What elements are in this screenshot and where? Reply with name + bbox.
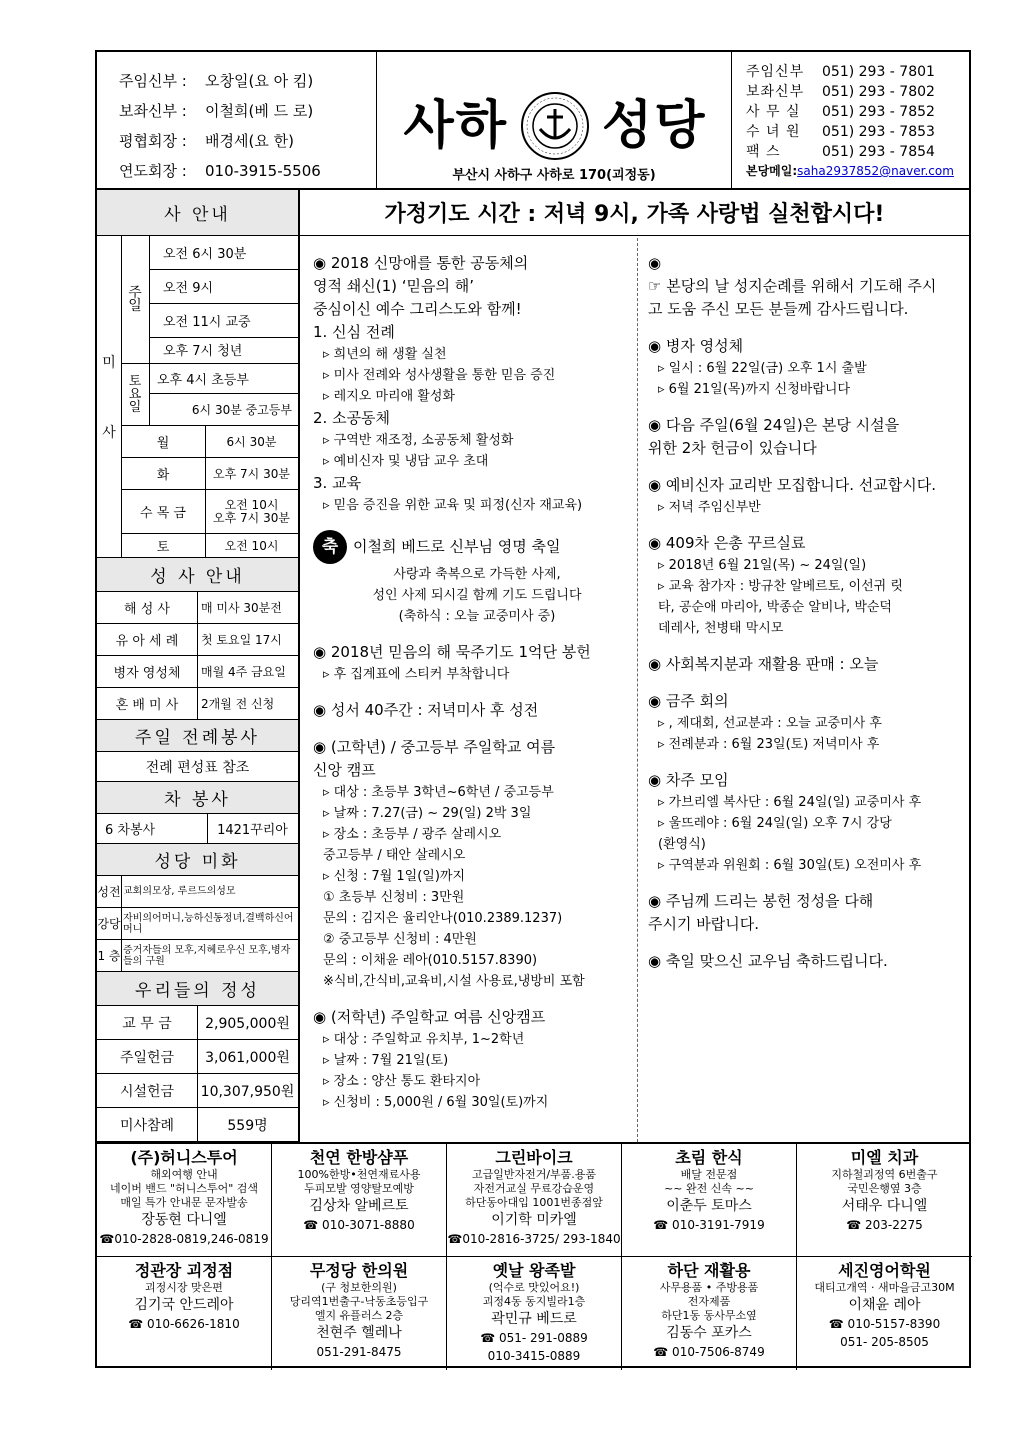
junior-camp-item: ▹ 날짜 : 7월 21일(토) xyxy=(323,1053,449,1068)
spacer xyxy=(648,936,969,950)
sponsor-phone: ☎ 010-3071-8880 xyxy=(303,1218,415,1232)
staff-role: 주임신부 : xyxy=(119,72,187,90)
staff-name: 배경세(요 한) xyxy=(205,132,294,150)
notice-b2: ▹ 6월 21일(목)까지 신청바랍니다 xyxy=(658,382,851,397)
weekday-mass-time-line: 오후 7시 30분 xyxy=(213,510,290,525)
staff-role: 연도회장 : xyxy=(119,162,187,180)
contact-phone: 051) 293 - 7802 xyxy=(822,84,935,100)
offering-heading: 우리들의 정성 xyxy=(97,972,298,1006)
sponsor-ad xyxy=(622,1257,797,1370)
bulletin-frame xyxy=(95,50,971,1368)
saturday-label-line: 일 xyxy=(128,400,142,415)
staff-row xyxy=(119,126,376,156)
staff-name: 이철희(베 드 로) xyxy=(205,102,314,120)
staff-list xyxy=(97,52,377,188)
camp-item: ▹ 대상 : 초등부 3학년~6학년 / 중고등부 xyxy=(323,785,554,800)
rosary-notice: ◉ 2018년 믿음의 해 묵주기도 1억단 봉헌 xyxy=(313,643,591,661)
sponsor-person: 천현주 헬레나 xyxy=(316,1325,402,1341)
spacer xyxy=(313,992,631,1006)
car-service-heading: 차 봉사 xyxy=(97,782,298,814)
spacer xyxy=(313,238,631,252)
sponsor-detail: 배달 전문점 xyxy=(680,1168,738,1181)
feast-text: (축하식 : 오늘 교중미사 중) xyxy=(398,609,556,624)
sponsor-name: 무정당 한의원 xyxy=(309,1261,409,1280)
sponsor-phone: ☎010-2816-3725/ 293-1840 xyxy=(447,1232,621,1246)
title-right: 성당 xyxy=(602,96,707,156)
sponsor-name: 그린바이크 xyxy=(495,1148,573,1167)
notice-b10: ◉ 축일 맞으신 교우님 축하드립니다. xyxy=(648,952,888,970)
sponsor-detail: 국민은행옆 3층 xyxy=(847,1182,922,1195)
sponsor-phone: 051-291-8475 xyxy=(316,1345,402,1359)
sponsor-detail: 자전거교실 무료강습운영 xyxy=(473,1182,595,1195)
junior-camp-notice: ◉ (저학년) 주일학교 여름 신앙캠프 xyxy=(313,1008,546,1026)
sponsor-person: 서태우 다니엘 xyxy=(841,1198,928,1214)
faith-year-item: ▹ 미사 전례와 성사생활을 통한 믿음 증진 xyxy=(323,368,556,383)
spacer xyxy=(648,518,969,532)
email-label: 본당메일: xyxy=(746,164,798,178)
staff-row xyxy=(119,156,376,186)
contact-label: 팩 스 xyxy=(746,144,781,160)
faith-year-item: ▹ 예비신자 및 냉담 교우 초대 xyxy=(323,454,489,469)
notice-b6: ◉ 사회복지분과 재활용 판매 : 오늘 xyxy=(648,655,879,673)
notice-b8: (환영식) xyxy=(658,837,706,852)
contact-phone: 051) 293 - 7852 xyxy=(822,104,935,120)
junior-camp-item: ▹ 신청비 : 5,000원 / 6월 30일(토)까지 xyxy=(323,1095,549,1110)
sponsor-person: 김상차 알베르토 xyxy=(309,1198,409,1214)
sponsor-person: 김기국 안드레아 xyxy=(134,1297,234,1313)
church-address: 부산시 사하구 사하로 170(괴정동) xyxy=(452,168,656,183)
feast-icon: 축 xyxy=(313,530,347,564)
staff-name: 010-3915-5506 xyxy=(205,162,321,180)
sponsor-phone: ☎ 051- 291-0889 xyxy=(480,1331,588,1345)
contact-phone: 051) 293 - 7854 xyxy=(822,144,935,160)
pilgrimage-text: ☞ 본당의 날 성지순례를 위해서 기도해 주시 xyxy=(648,277,937,295)
spacer xyxy=(648,755,969,769)
sunday-mass-time: 오후 7시 청년 xyxy=(149,336,298,364)
spacer xyxy=(648,676,969,690)
sponsor-detail: 매일 특가 안내문 문자발송 xyxy=(120,1196,248,1209)
notice-column-left xyxy=(305,238,631,1142)
notice-column-right xyxy=(637,238,969,1142)
sunday-label-line: 일 xyxy=(128,297,142,314)
sponsor-name: 세진영어학원 xyxy=(838,1261,931,1280)
notice-b5: ▹ 교육 참가자 : 방규찬 알베르토, 이선귀 릿 xyxy=(658,579,903,594)
feast-title xyxy=(313,530,631,564)
sponsor-detail: 100%한방•천연재료사용 xyxy=(297,1168,421,1181)
weekday-label: 수 목 금 xyxy=(121,490,205,534)
spacer xyxy=(648,460,969,474)
sponsor-person: 장동현 다니엘 xyxy=(141,1212,227,1228)
faith-year-title: ◉ 2018 신망애를 통한 공동체의 xyxy=(313,254,529,272)
spacer xyxy=(648,400,969,414)
offering-amount: 3,061,000원 xyxy=(197,1040,298,1074)
pilgrimage-text: 고 도움 주신 모든 분들께 감사드립니다. xyxy=(648,300,909,318)
church-logo xyxy=(395,90,715,162)
sponsor-name: (주)허니스투어 xyxy=(130,1148,238,1167)
mass-label-2: 사 xyxy=(102,424,116,441)
weekday-mass-time: 오후 7시 30분 xyxy=(205,458,298,490)
sponsor-name: 하단 재활용 xyxy=(667,1261,751,1280)
cleaning-area: 성전 xyxy=(97,876,121,908)
camp-item: ※식비,간식비,교육비,시설 사용료,냉방비 포함 xyxy=(323,974,585,989)
car-service-name: 1421꾸리아 xyxy=(207,814,298,844)
notice-b9: ◉ 주님께 드리는 봉헌 정성을 다해 xyxy=(648,892,874,910)
sponsor-detail: 엘지 유플러스 2층 xyxy=(314,1309,404,1322)
liturgy-info: 전례 편성표 참조 xyxy=(97,752,298,782)
contact-row xyxy=(746,122,969,142)
contact-label: 보좌신부 xyxy=(746,84,805,100)
notice-b5: ▹ 2018년 6월 21일(목) ~ 24일(일) xyxy=(658,558,867,573)
sponsor-ad xyxy=(447,1144,622,1257)
sponsor-name: 정관장 괴정점 xyxy=(134,1261,234,1280)
staff-role: 보좌신부 : xyxy=(119,102,187,120)
cleaning-area: 1 층 xyxy=(97,940,121,972)
mass-heading: 사 안내 xyxy=(97,190,298,236)
notice-b4: ▹ 저녁 주임신부반 xyxy=(658,500,761,515)
sponsor-ad xyxy=(797,1257,972,1370)
sacrament-name: 병자 영성체 xyxy=(97,656,197,688)
weekday-mass-time-line: 오전 10시 xyxy=(224,497,279,512)
junior-camp-item: ▹ 장소 : 양산 통도 환타지아 xyxy=(323,1074,481,1089)
weekday-label: 토 xyxy=(121,534,205,558)
weekday-mass-time: 오전 10시 xyxy=(205,534,298,558)
sponsor-detail: 괴정시장 맞은편 xyxy=(145,1281,223,1294)
sunday-mass-time: 오전 9시 xyxy=(149,270,298,304)
pilgrimage-notice: ◉ xyxy=(648,254,662,272)
spacer xyxy=(648,321,969,335)
sponsor-phone: ☎ 203-2275 xyxy=(846,1218,923,1232)
sponsor-person: 김동수 포카스 xyxy=(666,1325,752,1341)
mass-label-1: 미 xyxy=(102,354,116,371)
saturday-label xyxy=(121,364,149,426)
contact-phone: 051) 293 - 7801 xyxy=(822,64,935,80)
sponsor-detail: 사무용품 • 주방용품 xyxy=(659,1281,759,1294)
camp-notice: ◉ (고학년) / 중고등부 주일학교 여름 xyxy=(313,738,556,756)
sponsor-phone: ☎ 010-7506-8749 xyxy=(653,1345,765,1359)
sponsor-detail: 하단동아대입 1001번종점앞 xyxy=(465,1196,603,1209)
offering-amount: 10,307,950원 xyxy=(197,1074,298,1108)
offering-type: 시설헌금 xyxy=(97,1074,197,1108)
faith-year-item: ▹ 믿음 증진을 위한 교육 및 피정(신자 재교육) xyxy=(323,498,583,513)
sacrament-name: 해 성 사 xyxy=(97,592,197,624)
sponsor-ad xyxy=(272,1257,447,1370)
sponsor-ads xyxy=(97,1142,969,1368)
saturday-mass-time: 6시 30분 중고등부 xyxy=(149,394,298,426)
staff-row xyxy=(119,66,376,96)
notice-b2: ▹ 일시 : 6월 22일(금) 오후 1시 출발 xyxy=(658,361,867,376)
sponsor-ad xyxy=(447,1257,622,1370)
cleaning-groups: 교회의모상, 루르드의성모 xyxy=(121,876,298,908)
faith-year-item: ▹ 구역반 재조정, 소공동체 활성화 xyxy=(323,433,514,448)
header xyxy=(97,52,969,190)
notice-b5: 타, 공순애 마리아, 박종순 알비나, 박순덕 xyxy=(658,600,892,615)
notice-b8: ▹ 울뜨레야 : 6월 24일(일) 오후 7시 강당 xyxy=(658,816,892,831)
sponsor-phone: ☎ 010-3191-7919 xyxy=(653,1218,765,1232)
sponsor-phone: 051- 205-8505 xyxy=(840,1335,929,1349)
notice-b7: ▹ 전례분과 : 6월 23일(토) 저녁미사 후 xyxy=(658,737,880,752)
spacer xyxy=(648,639,969,653)
sponsor-ad xyxy=(97,1144,272,1257)
contact-row xyxy=(746,102,969,122)
camp-item: ② 중고등부 신청비 : 4만원 xyxy=(323,932,477,947)
camp-item: ▹ 장소 : 초등부 / 광주 살레시오 xyxy=(323,827,502,842)
spacer xyxy=(313,516,631,530)
sacrament-heading: 성 사 안내 xyxy=(97,558,298,592)
camp-item: ① 초등부 신청비 : 3만원 xyxy=(323,890,465,905)
sacrament-info: 2개월 전 신청 xyxy=(197,688,298,720)
spacer xyxy=(313,627,631,641)
weekday-mass-time: 6시 30분 xyxy=(205,426,298,458)
faith-year-item: ▹ 레지오 마리애 활성화 xyxy=(323,389,455,404)
offering-type: 미사참례 xyxy=(97,1108,197,1142)
sacrament-name: 유 아 세 례 xyxy=(97,624,197,656)
sponsor-name: 미엘 치과 xyxy=(850,1148,919,1167)
notice-b8: ▹ 구역분과 위원회 : 6월 30일(토) 오전미사 후 xyxy=(658,858,922,873)
staff-row xyxy=(119,96,376,126)
notice-b8: ▹ 가브리엘 복사단 : 6월 24일(일) 교중미사 후 xyxy=(658,795,922,810)
contact-label: 주임신부 xyxy=(746,64,805,80)
sponsor-ad xyxy=(97,1257,272,1370)
sponsor-person: 이채윤 레아 xyxy=(848,1297,921,1313)
offering-type: 주일헌금 xyxy=(97,1040,197,1074)
sponsor-detail: 대티고개역 · 새마을금고30M xyxy=(814,1281,955,1294)
offering-amount: 559명 xyxy=(197,1108,298,1142)
sponsor-ad xyxy=(797,1144,972,1257)
sponsor-detail: (구 청보한의원) xyxy=(321,1281,397,1294)
church-title-block xyxy=(377,52,732,188)
feast-text: 사랑과 축복으로 가득한 사제, xyxy=(393,567,561,582)
camp-item: ▹ 날짜 : 7.27(금) ~ 29(일) 2박 3일 xyxy=(323,806,532,821)
sacrament-info: 첫 토요일 17시 xyxy=(197,624,298,656)
sunday-label-line: 주 xyxy=(128,284,142,301)
notice-b9: 주시기 바랍니다. xyxy=(648,915,759,933)
faith-year-title: 영적 쇄신(1) ‘믿음의 해’ xyxy=(313,277,475,295)
sponsor-detail: (억수로 맛있어요!) xyxy=(488,1281,580,1294)
notice-b8: ◉ 차주 모임 xyxy=(648,771,729,789)
camp-item: 문의 : 김지은 율리안나(010.2389.1237) xyxy=(323,911,563,926)
bible-notice: ◉ 성서 40주간 : 저녁미사 후 성전 xyxy=(313,701,539,719)
faith-year-item: 2. 소공동체 xyxy=(313,409,391,427)
spacer xyxy=(313,722,631,736)
sponsor-detail: 고급일반자전거/부품.용품 xyxy=(471,1168,597,1181)
notice-b3: ◉ 다음 주일(6월 24일)은 본당 시설을 xyxy=(648,416,900,434)
feast-title-text: 이철희 베드로 신부님 영명 축일 xyxy=(353,537,561,556)
feast-text: 성인 사제 되시길 함께 기도 드립니다 xyxy=(372,588,582,603)
sacrament-name: 혼 배 미 사 xyxy=(97,688,197,720)
offering-type: 교 무 금 xyxy=(97,1006,197,1040)
notice-b2: ◉ 병자 영성체 xyxy=(648,337,744,355)
sponsor-phone: ☎010-2828-0819,246-0819 xyxy=(99,1232,269,1246)
contact-phone: 051) 293 - 7853 xyxy=(822,124,935,140)
saturday-label-line: 토 xyxy=(128,374,142,389)
sponsor-detail: ~~ 완전 신속 ~~ xyxy=(664,1182,754,1195)
staff-name: 오창일(요 아 킴) xyxy=(205,72,314,90)
sponsor-person: 곽민규 베드로 xyxy=(491,1311,577,1327)
headline: 가정기도 시간 : 저녁 9시, 가족 사랑법 실천합시다! xyxy=(300,190,969,236)
cleaning-groups: 자비의어머니,능하신동정녀,결백하신어머니 xyxy=(121,908,298,940)
church-emblem-icon xyxy=(520,91,590,161)
notice-b4: ◉ 예비신자 교리반 모집합니다. 선교합시다. xyxy=(648,476,937,494)
sponsor-detail: 지하철괴정역 6번출구 xyxy=(831,1168,938,1181)
saturday-mass-time: 오후 4시 초등부 xyxy=(149,364,298,394)
sunday-mass-time: 오전 6시 30분 xyxy=(149,236,298,270)
sponsor-detail: 해외여행 안내 xyxy=(150,1168,218,1181)
sponsor-detail: 당리역1번출구-낙동초등입구 xyxy=(289,1295,429,1308)
contact-row xyxy=(746,62,969,82)
staff-role: 평협회장 : xyxy=(119,132,187,150)
email-link[interactable]: saha2937852@naver.com xyxy=(797,164,954,178)
sidebar xyxy=(97,190,300,1142)
notice-b7: ▹ , 제대회, 선교분과 : 오늘 교중미사 후 xyxy=(658,716,882,731)
cleaning-area: 강당 xyxy=(97,908,121,940)
sponsor-phone: ☎ 010-6626-1810 xyxy=(128,1317,240,1331)
spacer xyxy=(648,238,969,252)
sponsor-detail: 하단1동 동사무소옆 xyxy=(661,1309,757,1322)
camp-item: ▹ 신청 : 7월 1일(일)까지 xyxy=(323,869,466,884)
rosary-notice: ▹ 후 집계표에 스티커 부착합니다 xyxy=(323,667,510,682)
email-row xyxy=(746,162,969,179)
contact-row xyxy=(746,142,969,162)
sponsor-ad xyxy=(272,1144,447,1257)
liturgy-heading: 주일 전례봉사 xyxy=(97,720,298,752)
weekday-label: 월 xyxy=(121,426,205,458)
notice-b5: ◉ 409차 은총 꾸르실료 xyxy=(648,534,806,552)
notice-b3: 위한 2차 헌금이 있습니다 xyxy=(648,439,817,457)
contact-label: 사 무 실 xyxy=(746,104,801,120)
camp-item: 문의 : 이채윤 레아(010.5157.8390) xyxy=(323,953,538,968)
sponsor-detail: 괴정4동 동지빌라1층 xyxy=(482,1295,586,1308)
weekday-mass-time xyxy=(205,490,298,534)
sponsor-name: 옛날 왕족발 xyxy=(492,1261,576,1280)
faith-year-title: 중심이신 예수 그리스도와 함께! xyxy=(313,300,522,318)
sponsor-ad xyxy=(622,1144,797,1257)
sponsor-phone: 010-3415-0889 xyxy=(487,1349,581,1363)
contact-list xyxy=(732,52,969,188)
notice-b5: 데레사, 천병태 막시모 xyxy=(658,621,784,636)
sponsor-name: 초림 한식 xyxy=(675,1148,743,1167)
junior-camp-item: ▹ 대상 : 주일학교 유치부, 1~2학년 xyxy=(323,1032,525,1047)
sunday-mass-time: 오전 11시 교중 xyxy=(149,304,298,338)
sunday-label xyxy=(121,236,149,364)
sponsor-detail: 네이버 밴드 "허니스투어" 검색 xyxy=(109,1182,259,1195)
faith-year-item: 1. 신심 전례 xyxy=(313,323,395,341)
contact-label: 수 녀 원 xyxy=(746,124,801,140)
faith-year-item: ▹ 희년의 해 생활 실천 xyxy=(323,347,447,362)
spacer xyxy=(648,876,969,890)
sponsor-detail: 두피모발 영양탈모예방 xyxy=(304,1182,414,1195)
mass-label xyxy=(97,236,121,558)
sponsor-phone: ☎ 010-5157-8390 xyxy=(828,1317,941,1331)
sacrament-info: 매 미사 30분전 xyxy=(197,592,298,624)
faith-year-item: 3. 교육 xyxy=(313,474,362,492)
weekday-label: 화 xyxy=(121,458,205,490)
notice-b7: ◉ 금주 회의 xyxy=(648,692,729,710)
car-service-group: 6 차봉사 xyxy=(97,814,207,844)
cleaning-groups: 증거자들의 모후,지혜로우신 모후,병자들의 구원 xyxy=(121,940,298,972)
saturday-label-line: 요 xyxy=(128,387,142,402)
sponsor-name: 천연 한방샴푸 xyxy=(309,1148,409,1167)
sponsor-detail: 전자제품 xyxy=(687,1295,731,1308)
cleaning-heading: 성당 미화 xyxy=(97,844,298,876)
contact-row xyxy=(746,82,969,102)
spacer xyxy=(313,685,631,699)
camp-notice: 신앙 캠프 xyxy=(313,761,376,779)
sponsor-person: 이기학 미카엘 xyxy=(491,1212,577,1228)
offering-amount: 2,905,000원 xyxy=(197,1006,298,1040)
title-left: 사하 xyxy=(403,96,508,156)
sacrament-info: 매월 4주 금요일 xyxy=(197,656,298,688)
sponsor-person: 이춘두 토마스 xyxy=(666,1198,752,1214)
camp-item: 중고등부 / 태안 살레시오 xyxy=(323,848,466,863)
